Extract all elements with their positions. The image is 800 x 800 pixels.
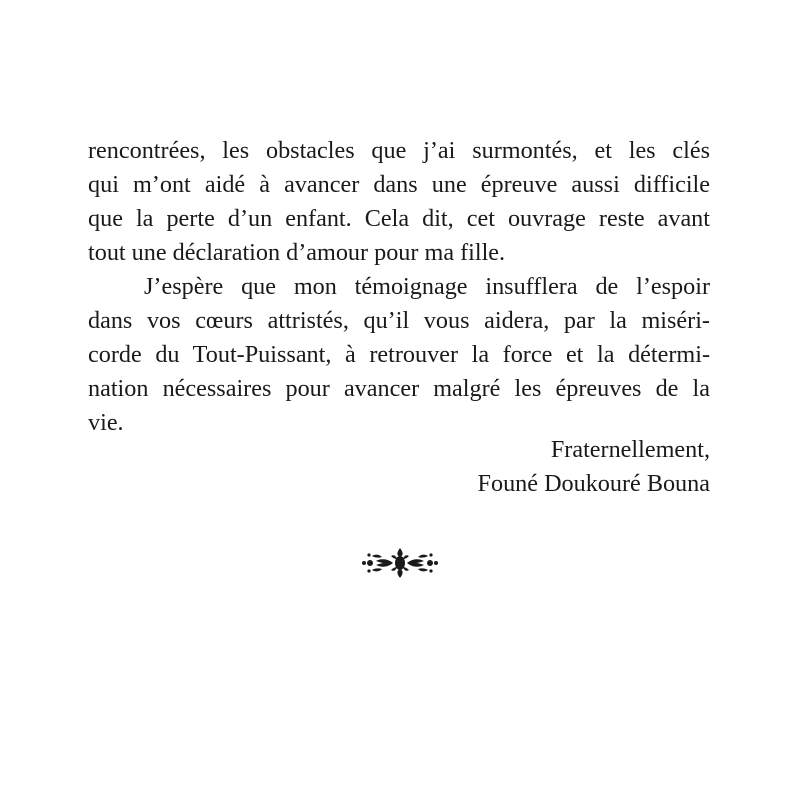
paragraph-1-line-4: tout une déclaration d’amour pour ma fille. bbox=[88, 239, 506, 266]
paragraph-1-line-1: rencontrées, les obstacles que j’ai surmontés, et les clés bbox=[88, 137, 710, 164]
paragraph-2-line-4: nation nécessaires pour avancer malgré les épreuves de la bbox=[88, 375, 710, 402]
paragraph-2-line-5: vie. bbox=[88, 409, 124, 436]
paragraph-2-line-1: J’espère que mon témoignage insufflera de l’espoir bbox=[144, 273, 710, 300]
floral-fleuron-icon bbox=[360, 546, 440, 580]
author-signature: Founé Doukouré Bouna bbox=[477, 470, 710, 497]
paragraph-2-line-2: dans vos cœurs attristés, qu’il vous aidera, par la miséri- bbox=[88, 307, 710, 334]
paragraph-2-line-3: corde du Tout-Puissant, à retrouver la force et la détermi- bbox=[88, 341, 710, 368]
paragraph-1-line-3: que la perte d’un enfant. Cela dit, cet ouvrage reste avant bbox=[88, 205, 710, 232]
paragraph-1-line-2: qui m’ont aidé à avancer dans une épreuve aussi difficile bbox=[88, 171, 710, 198]
closing-salutation: Fraternellement, bbox=[550, 436, 710, 463]
